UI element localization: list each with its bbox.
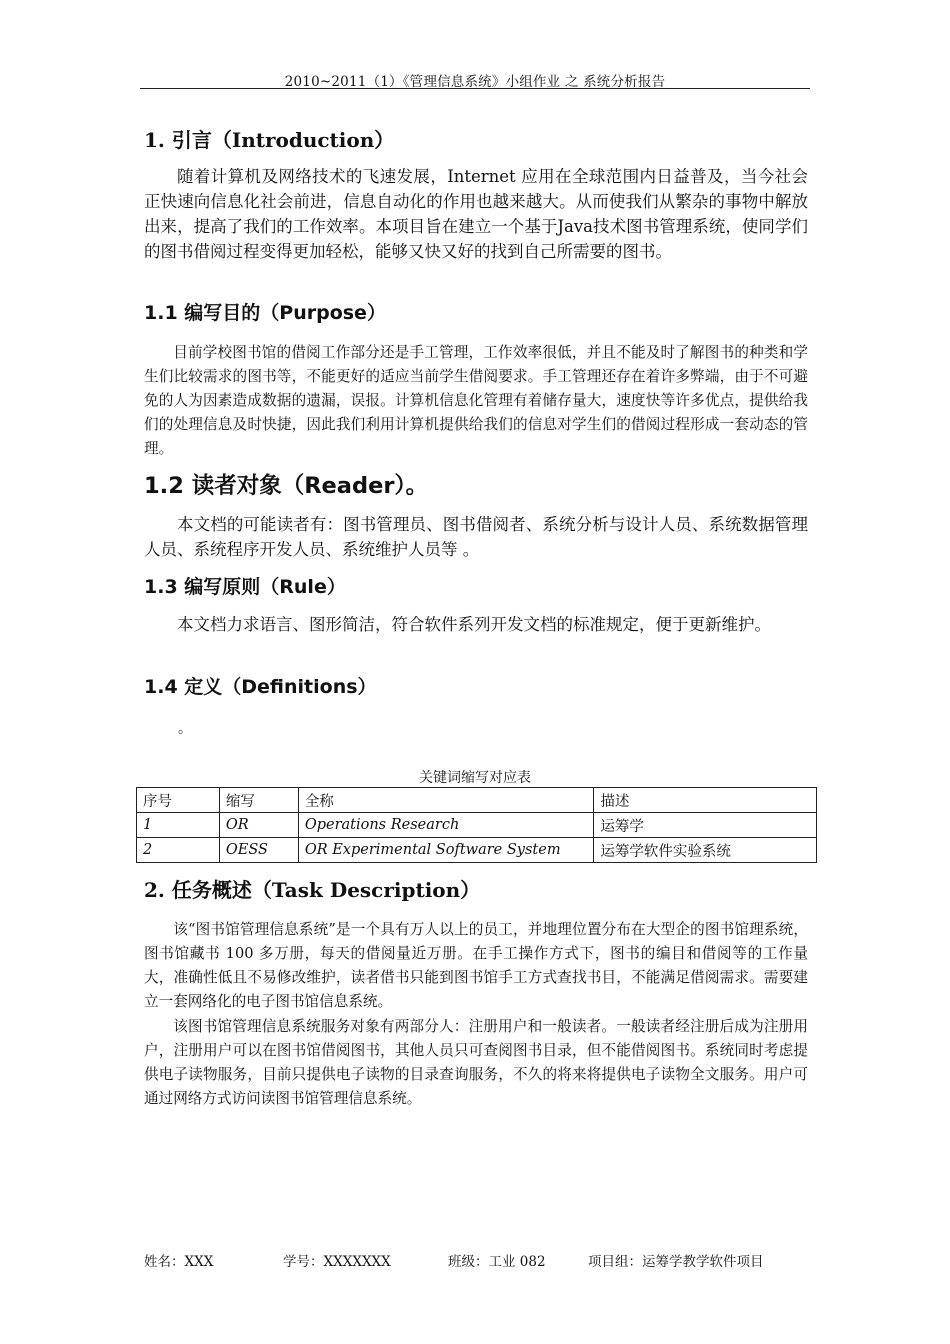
table-cell: 运筹学软件实验系统	[594, 838, 817, 863]
table-header-cell: 序号	[137, 788, 220, 813]
table-cell: Operations Research	[298, 813, 594, 838]
paragraph-reader: 本文档的可能读者有：图书管理员、图书借阅者、系统分析与设计人员、系统数据管理人员、系统程序开发人员、系统维护人员等 。	[144, 515, 808, 559]
table-cell: OESS	[219, 838, 298, 863]
paragraph-rule: 本文档力求语言、图形简洁，符合软件系列开发文档的标准规定，便于更新维护。	[177, 615, 771, 634]
heading-task-description: 2. 任务概述（Task Description）	[144, 878, 481, 902]
page-header-title: 2010~2011（1）《管理信息系统》小组作业 之 系统分析报告	[284, 74, 666, 90]
table-row	[137, 838, 817, 863]
heading-definitions: 1.4 定义（Definitions）	[144, 676, 377, 698]
table-caption: 关键词缩写对应表	[419, 770, 531, 786]
table-cell: 2	[137, 838, 220, 863]
table-header-cell: 缩写	[219, 788, 298, 813]
table-cell: OR	[219, 813, 298, 838]
footer-name: 姓名：XXX	[144, 1254, 214, 1270]
table-header-cell: 全称	[298, 788, 594, 813]
footer-student-id: 学号：XXXXXXX	[283, 1254, 391, 1270]
footer-class: 班级：工业 082	[448, 1254, 546, 1270]
footer-project-group: 项目组：运筹学教学软件项目	[588, 1254, 764, 1270]
paragraph-task-1: 该“图书馆管理信息系统”是一个具有万人以上的员工，并地理位置分布在大型企的图书馆理系统，图书馆藏书 100 多万册，每天的借阅量近万册。在手工操作方式下，图书的编目和借阅等的工作量大，准确性低且不易修改维护，读者借书只能到图书馆手工方式查找书目，不能满足借阅需求。需要建立一套网络化的电子图书馆信息系统。	[144, 921, 808, 1010]
heading-rule: 1.3 编写原则（Rule）	[144, 576, 346, 598]
heading-purpose: 1.1 编写目的（Purpose）	[144, 302, 386, 324]
table-cell: OR Experimental Software System	[298, 838, 594, 863]
table-cell: 运筹学	[594, 813, 817, 838]
table-cell: 1	[137, 813, 220, 838]
definitions-dot: 。	[178, 721, 192, 737]
paragraph-introduction: 随着计算机及网络技术的飞速发展，Internet 应用在全球范围内日益普及，当今社会正快速向信息化社会前进，信息自动化的作用也越来越大。从而使我们从繁杂的事物中解放出来，提高了我们的工作效率。本项目旨在建立一个基于Java技术图书管理系统，使同学们的图书借阅过程变得更加轻松，能够又快又好的找到自己所需要的图书。	[144, 167, 808, 261]
paragraph-purpose: 目前学校图书馆的借阅工作部分还是手工管理，工作效率很低，并且不能及时了解图书的种类和学生们比较需求的图书等，不能更好的适应当前学生借阅要求。手工管理还存在着许多弊端，由于不可避免的人为因素造成数据的遗漏，误报。计算机信息化管理有着储存量大，速度快等许多优点，提供给我们的处理信息及时快捷，因此我们利用计算机提供给我们的信息对学生们的借阅过程形成一套动态的管理。	[144, 344, 808, 457]
table-header-cell: 描述	[594, 788, 817, 813]
table-header-row	[137, 788, 817, 813]
table-row	[137, 813, 817, 838]
keyword-table	[136, 787, 817, 863]
heading-reader: 1.2 读者对象（Reader）。	[144, 473, 429, 499]
heading-introduction: 1. 引言（Introduction）	[144, 128, 395, 152]
paragraph-task-2: 该图书馆管理信息系统服务对象有两部分人：注册用户和一般读者。一般读者经注册后成为注册用户，注册用户可以在图书馆借阅图书，其他人员只可查阅图书目录，但不能借阅图书。系统同时考虑提供电子读物服务，目前只提供电子读物的目录查询服务，不久的将来将提供电子读物全文服务。用户可通过网络方式访问读图书馆管理信息系统。	[144, 1018, 808, 1107]
header-divider	[140, 88, 810, 89]
